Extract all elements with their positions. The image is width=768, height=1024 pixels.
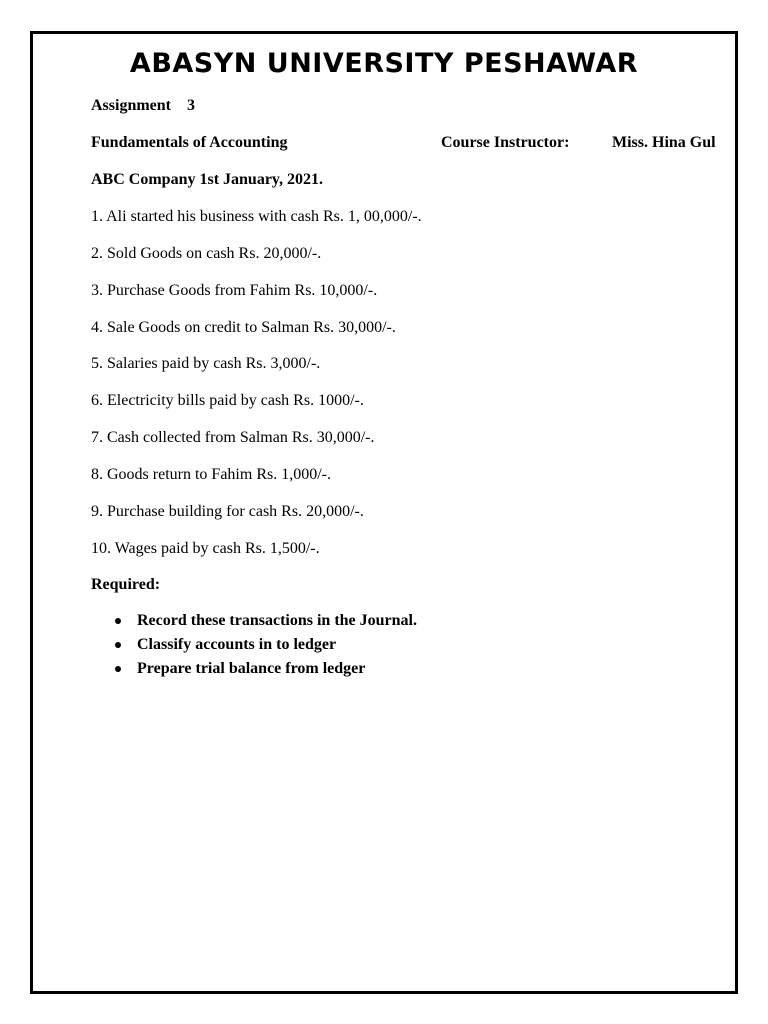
instructor-name: Miss. Hina Gul bbox=[612, 134, 716, 151]
requirement-text: Prepare trial balance from ledger bbox=[137, 660, 366, 677]
requirement-item bbox=[91, 611, 417, 635]
requirement-text: Classify accounts in to ledger bbox=[137, 636, 337, 653]
requirement-item bbox=[91, 659, 417, 683]
assignment-label: Assignment bbox=[91, 97, 172, 114]
bullet-icon bbox=[115, 666, 121, 672]
transaction-item: 3. Purchase Goods from Fahim Rs. 10,000/-. bbox=[91, 282, 378, 299]
requirements-list bbox=[91, 611, 417, 683]
transaction-item: 7. Cash collected from Salman Rs. 30,000/-. bbox=[91, 429, 375, 446]
document-title: ABASYN UNIVERSITY PESHAWAR bbox=[129, 48, 639, 79]
transaction-item: 9. Purchase building for cash Rs. 20,000/-. bbox=[91, 503, 364, 520]
company-line: ABC Company 1st January, 2021. bbox=[91, 171, 324, 188]
required-heading: Required: bbox=[91, 576, 161, 593]
requirement-text: Record these transactions in the Journal. bbox=[137, 612, 417, 629]
transaction-item: 1. Ali started his business with cash Rs. 1, 00,000/-. bbox=[91, 208, 422, 225]
transaction-item: 8. Goods return to Fahim Rs. 1,000/-. bbox=[91, 466, 331, 483]
course-name: Fundamentals of Accounting bbox=[91, 134, 288, 151]
transaction-item: 5. Salaries paid by cash Rs. 3,000/-. bbox=[91, 355, 321, 372]
assignment-number: 3 bbox=[187, 97, 196, 114]
course-line bbox=[91, 134, 716, 152]
assignment-line bbox=[91, 97, 195, 115]
bullet-icon bbox=[115, 642, 121, 648]
transaction-item: 10. Wages paid by cash Rs. 1,500/-. bbox=[91, 540, 320, 557]
instructor-label: Course Instructor: bbox=[441, 134, 570, 151]
transaction-item: 2. Sold Goods on cash Rs. 20,000/-. bbox=[91, 245, 322, 262]
page-border bbox=[30, 31, 738, 994]
requirement-item bbox=[91, 635, 417, 659]
transaction-item: 4. Sale Goods on credit to Salman Rs. 30,000/-. bbox=[91, 319, 396, 336]
bullet-icon bbox=[115, 618, 121, 624]
transaction-item: 6. Electricity bills paid by cash Rs. 1000/-. bbox=[91, 392, 364, 409]
